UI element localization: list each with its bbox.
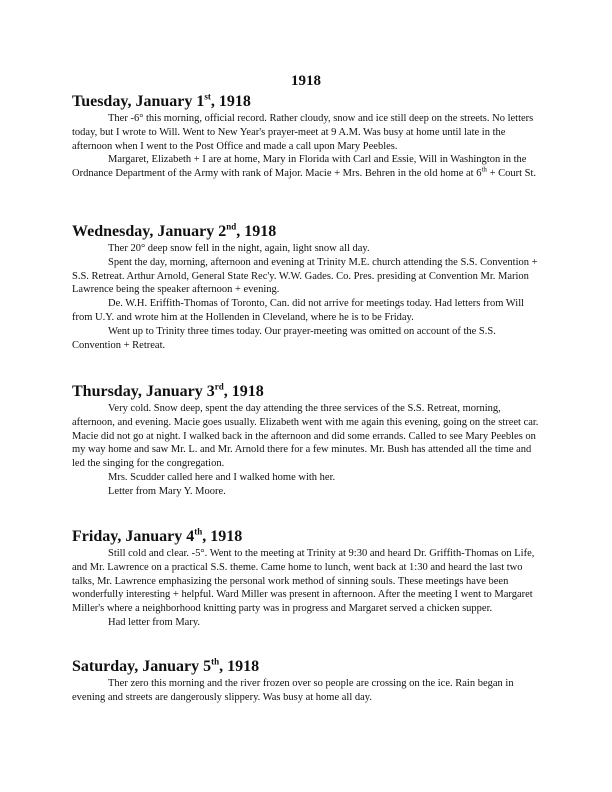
entry-paragraph: Ther zero this morning and the river frozen over so people are crossing on the ice. Rain began in evening and streets are dangerously slippery. Was busy at home all day. [72, 678, 514, 703]
diary-entry [72, 657, 542, 705]
entry-ordinal: st [204, 91, 211, 102]
entry-ordinal: th [194, 526, 203, 537]
entry-date-heading [72, 92, 542, 111]
entry-year: , 1918 [210, 93, 251, 110]
paragraph-text: + Court St. [486, 168, 537, 180]
diary-entry [72, 92, 542, 181]
entry-paragraph: Still cold and clear. -5°. Went to the meeting at Trinity at 9:30 and heard Dr. Griffith-Thomas on Life, and Mr. Lawrence on a practical S.S. theme. Came home to lunch, went back at 1:30 and heard the last two talks, Mr. Lawrence emphasizing the personal work method of sinning souls. These meetings have been wonderfully interesting + helpful. Ward Miller was present in afternoon. After the meeting I went to Margaret Miller's where a neighborhood knitting party was in progress and Margaret served a chicken supper. [72, 548, 535, 615]
entry-date-heading [72, 382, 542, 401]
entry-year: , 1918 [202, 528, 243, 545]
entry-ordinal: rd [214, 381, 224, 392]
entry-year: , 1918 [236, 223, 277, 240]
entry-year: , 1918 [223, 383, 264, 400]
entry-paragraph: Mrs. Scudder called here and I walked home with her. [108, 471, 336, 483]
diary-entry [72, 222, 542, 352]
entry-paragraph: Spent the day, morning, afternoon and evening at Trinity M.E. church attending the S.S. Convention + S.S. Retreat. Arthur Arnold, General State Rec'y. W.W. Gades. Co. Pres. presiding at Convention Mr. Marion Lawrence being the speaker afternoon + evening. [72, 256, 538, 296]
diary-entry [72, 527, 542, 630]
paragraph-ordinal: th [481, 165, 487, 174]
diary-entry [72, 382, 542, 499]
entry-date-heading [72, 527, 542, 546]
entry-year: , 1918 [219, 658, 260, 675]
entry-day: Tuesday, January 1 [72, 93, 205, 110]
entry-date-heading [72, 657, 542, 676]
entry-day: Wednesday, January 2 [72, 223, 227, 240]
entry-paragraph: De. W.H. Eriffith-Thomas of Toronto, Can. did not arrive for meetings today. Had letters from Will from U.Y. and wrote him at the Hollenden in Cleveland, where he is to be Friday. [72, 298, 525, 323]
entry-paragraph: Letter from Mary Y. Moore. [108, 485, 226, 497]
paragraph-text: Margaret, Elizabeth + I are at home, Mary in Florida with Carl and Essie, Will in Washington in the Ordnance Department of the Army with rank of Major. Macie + Mrs. Behren in the old home at 6 [72, 154, 527, 180]
entry-paragraph: Ther 20° deep snow fell in the night, again, light snow all day. [108, 243, 370, 254]
entry-ordinal: nd [226, 221, 237, 232]
entry-day: Thursday, January 3 [72, 383, 215, 400]
entry-day: Friday, January 4 [72, 528, 195, 545]
entry-paragraph: Ther -6° this morning, official record. Rather cloudy, snow and ice still deep on the streets. No letters today, but I wrote to Will. Went to New Year's prayer-meet at 9 A.M. Was busy at home until late in the afternoon when I went to the Post Office and made a call upon Mary Peebles. [72, 113, 534, 152]
entry-paragraph: Very cold. Snow deep, spent the day attending the three services of the S.S. Retreat, morning, afternoon, and evening. Macie goes usually. Elizabeth went with me again this evening, going on the street car. Macie did not go at night. I walked back in the afternoon and did some errands. Called to see Mary Peebles on my way home and saw Mr. L. and Mr. Arnold there for a few minutes. Mr. Bush has attended all the time and led the singing for the congregation. [72, 403, 539, 470]
entry-paragraph: Went up to Trinity three times today. Our prayer-meeting was omitted on account of the S.S. Convention + Retreat. [72, 325, 496, 351]
entry-day: Saturday, January 5 [72, 658, 212, 675]
entry-paragraph [72, 153, 542, 181]
entry-date-heading [72, 222, 542, 241]
entry-paragraph: Had letter from Mary. [108, 616, 201, 628]
page-year-title: 1918 [291, 73, 321, 89]
entry-ordinal: th [211, 656, 220, 667]
